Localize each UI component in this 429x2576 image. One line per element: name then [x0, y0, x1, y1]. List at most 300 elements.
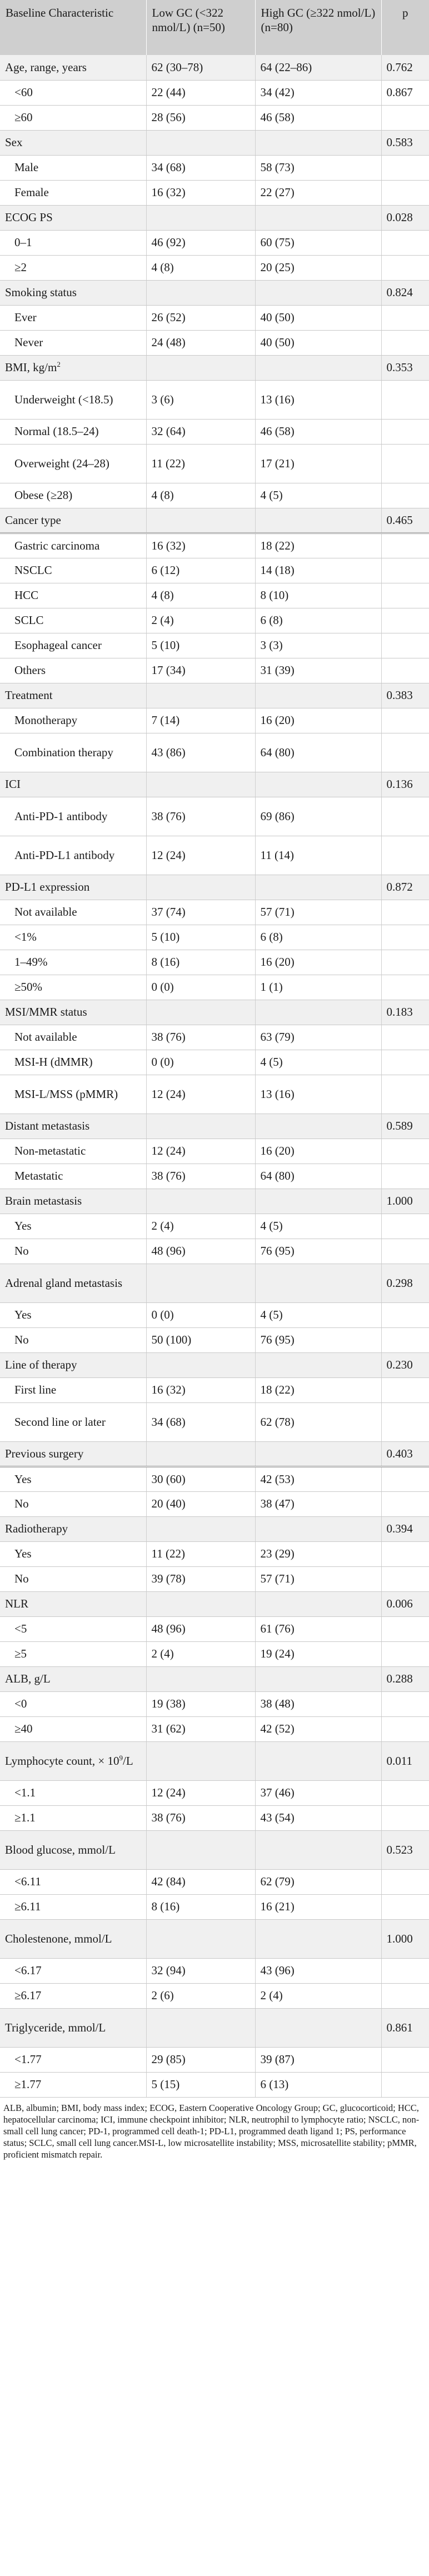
characteristic-cell: Cancer type: [0, 508, 146, 533]
high-gc-cell: 4 (5): [255, 483, 381, 508]
header-row: [0, 0, 429, 55]
table-row: [0, 155, 429, 180]
high-gc-cell: 34 (42): [255, 80, 381, 105]
low-gc-cell: [146, 1114, 255, 1139]
header-low-gc: Low GC (<322 nmol/L) (n=50): [146, 0, 255, 55]
characteristic-cell: Metastatic: [0, 1164, 146, 1189]
characteristic-cell: 1–49%: [0, 950, 146, 975]
characteristic-cell: Male: [0, 155, 146, 180]
high-gc-cell: 60 (75): [255, 230, 381, 255]
characteristic-cell: Cholestenone, mmol/L: [0, 1919, 146, 1958]
low-gc-cell: 2 (6): [146, 1983, 255, 2008]
characteristic-cell: <1.77: [0, 2047, 146, 2072]
characteristic-cell: Sex: [0, 130, 146, 155]
high-gc-cell: 4 (5): [255, 1302, 381, 1327]
high-gc-cell: 18 (22): [255, 533, 381, 558]
low-gc-cell: 16 (32): [146, 1377, 255, 1402]
section-row: [0, 205, 429, 230]
low-gc-cell: [146, 205, 255, 230]
low-gc-cell: 20 (40): [146, 1491, 255, 1516]
high-gc-cell: 43 (54): [255, 1805, 381, 1830]
characteristic-cell: ≥6.17: [0, 1983, 146, 2008]
table-row: [0, 1025, 429, 1050]
characteristic-cell: ≥60: [0, 105, 146, 130]
low-gc-cell: [146, 1000, 255, 1025]
characteristic-cell: HCC: [0, 583, 146, 608]
characteristic-cell: BMI, $kg/m^2$: [0, 355, 146, 380]
high-gc-cell: 46 (58): [255, 105, 381, 130]
low-gc-cell: 6 (12): [146, 558, 255, 583]
p-value-cell: [381, 733, 429, 772]
high-gc-cell: 22 (27): [255, 180, 381, 205]
high-gc-cell: [255, 772, 381, 797]
low-gc-cell: [146, 683, 255, 708]
high-gc-cell: 16 (20): [255, 1139, 381, 1164]
high-gc-cell: 76 (95): [255, 1239, 381, 1264]
characteristic-cell: No: [0, 1491, 146, 1516]
low-gc-cell: [146, 1441, 255, 1466]
table-row: [0, 1958, 429, 1983]
section-row: [0, 683, 429, 708]
high-gc-cell: 3 (3): [255, 633, 381, 658]
characteristic-cell: No: [0, 1239, 146, 1264]
table-row: [0, 1214, 429, 1239]
high-gc-cell: 64 (80): [255, 733, 381, 772]
p-value-cell: 0.383: [381, 683, 429, 708]
low-gc-cell: 62 (30–78): [146, 55, 255, 80]
p-value-cell: [381, 836, 429, 875]
characteristic-cell: Underweight (<18.5): [0, 380, 146, 419]
characteristic-cell: Treatment: [0, 683, 146, 708]
characteristic-cell: <6.11: [0, 1869, 146, 1894]
p-value-cell: [381, 1780, 429, 1805]
section-row: [0, 130, 429, 155]
p-value-cell: 0.288: [381, 1666, 429, 1691]
table-row: [0, 1641, 429, 1666]
table-row: [0, 2072, 429, 2097]
table-row: [0, 1164, 429, 1189]
low-gc-cell: 16 (32): [146, 180, 255, 205]
section-row: [0, 280, 429, 305]
p-value-cell: [381, 2047, 429, 2072]
p-value-cell: [381, 1377, 429, 1402]
characteristic-cell: Esophageal cancer: [0, 633, 146, 658]
p-value-cell: 0.872: [381, 875, 429, 900]
high-gc-cell: [255, 1441, 381, 1466]
low-gc-cell: [146, 1516, 255, 1541]
low-gc-cell: 26 (52): [146, 305, 255, 330]
low-gc-cell: 2 (4): [146, 1214, 255, 1239]
high-gc-cell: 40 (50): [255, 330, 381, 355]
high-gc-cell: 4 (5): [255, 1214, 381, 1239]
p-value-cell: [381, 483, 429, 508]
characteristic-cell: First line: [0, 1377, 146, 1402]
characteristic-cell: Monotherapy: [0, 708, 146, 733]
p-value-cell: [381, 105, 429, 130]
table-row: [0, 836, 429, 875]
p-value-cell: 0.011: [381, 1741, 429, 1780]
high-gc-cell: 23 (29): [255, 1541, 381, 1566]
table-row: [0, 1491, 429, 1516]
high-gc-cell: 42 (52): [255, 1716, 381, 1741]
table-row: [0, 1869, 429, 1894]
table-row: [0, 105, 429, 130]
high-gc-cell: 64 (80): [255, 1164, 381, 1189]
low-gc-cell: 4 (8): [146, 255, 255, 280]
low-gc-cell: 5 (10): [146, 925, 255, 950]
table-body: [0, 55, 429, 2097]
table-row: [0, 583, 429, 608]
p-value-cell: [381, 330, 429, 355]
low-gc-cell: [146, 2008, 255, 2047]
table-row: [0, 1541, 429, 1566]
characteristic-cell: Normal (18.5–24): [0, 419, 146, 444]
characteristic-cell: Radiotherapy: [0, 1516, 146, 1541]
p-value-cell: 0.861: [381, 2008, 429, 2047]
p-value-cell: [381, 950, 429, 975]
low-gc-cell: 42 (84): [146, 1869, 255, 1894]
table-footnote: ALB, albumin; BMI, body mass index; ECOG, Eastern Cooperative Oncology Group; GC, glucocorticoid; HCC, hepatocellular carcinoma; ICI, immune checkpoint inhibitor; NLR, neutrophil to lymphocyte ratio; NSCLC, non-small cell lung cancer; PD-1, programmed cell death-1; PD-L1, programmed death ligand 1; PS, performance status; SCLC, small cell lung cancer.MSI-L, low microsatellite instability; MSS, microsatellite stability; pMMR, proficient mismatch repair.: [3, 2102, 420, 2160]
p-value-cell: [381, 1716, 429, 1741]
low-gc-cell: 48 (96): [146, 1616, 255, 1641]
p-value-cell: 0.230: [381, 1352, 429, 1377]
section-row: [0, 1516, 429, 1541]
table-row: [0, 950, 429, 975]
section-row: [0, 1441, 429, 1466]
p-value-cell: [381, 180, 429, 205]
characteristic-cell: ICI: [0, 772, 146, 797]
header-characteristic: Baseline Characteristic: [0, 0, 146, 55]
high-gc-cell: 76 (95): [255, 1327, 381, 1352]
low-gc-cell: 0 (0): [146, 975, 255, 1000]
p-value-cell: [381, 533, 429, 558]
p-value-cell: [381, 583, 429, 608]
high-gc-cell: [255, 1666, 381, 1691]
low-gc-cell: 37 (74): [146, 900, 255, 925]
characteristic-cell: Anti-PD-1 antibody: [0, 797, 146, 836]
p-value-cell: [381, 1491, 429, 1516]
characteristic-cell: <60: [0, 80, 146, 105]
characteristic-cell: Others: [0, 658, 146, 683]
low-gc-cell: 50 (100): [146, 1327, 255, 1352]
high-gc-cell: 11 (14): [255, 836, 381, 875]
p-value-cell: 0.028: [381, 205, 429, 230]
p-value-cell: [381, 305, 429, 330]
p-value-cell: [381, 380, 429, 419]
characteristic-cell: Non-metastatic: [0, 1139, 146, 1164]
p-value-cell: [381, 2072, 429, 2097]
high-gc-cell: 14 (18): [255, 558, 381, 583]
characteristic-cell: Second line or later: [0, 1402, 146, 1441]
high-gc-cell: 4 (5): [255, 1050, 381, 1075]
table-row: [0, 305, 429, 330]
p-value-cell: [381, 925, 429, 950]
high-gc-cell: 38 (47): [255, 1491, 381, 1516]
low-gc-cell: 0 (0): [146, 1302, 255, 1327]
low-gc-cell: [146, 280, 255, 305]
section-row: [0, 1352, 429, 1377]
characteristic-cell: Lymphocyte count, × $10^9/L$: [0, 1741, 146, 1780]
high-gc-cell: 58 (73): [255, 155, 381, 180]
low-gc-cell: 34 (68): [146, 1402, 255, 1441]
low-gc-cell: 4 (8): [146, 583, 255, 608]
high-gc-cell: 19 (24): [255, 1641, 381, 1666]
low-gc-cell: 32 (94): [146, 1958, 255, 1983]
low-gc-cell: 32 (64): [146, 419, 255, 444]
section-row: [0, 55, 429, 80]
low-gc-cell: 38 (76): [146, 1164, 255, 1189]
characteristic-cell: Not available: [0, 900, 146, 925]
low-gc-cell: 16 (32): [146, 533, 255, 558]
table-row: [0, 558, 429, 583]
low-gc-cell: [146, 1591, 255, 1616]
table-row: [0, 1327, 429, 1352]
low-gc-cell: [146, 875, 255, 900]
high-gc-cell: [255, 683, 381, 708]
table-row: [0, 608, 429, 633]
table-row: [0, 975, 429, 1000]
characteristic-cell: Not available: [0, 1025, 146, 1050]
characteristic-cell: Anti-PD-L1 antibody: [0, 836, 146, 875]
characteristic-cell: Ever: [0, 305, 146, 330]
low-gc-cell: 48 (96): [146, 1239, 255, 1264]
characteristic-cell: Triglyceride, mmol/L: [0, 2008, 146, 2047]
p-value-cell: 0.589: [381, 1114, 429, 1139]
p-value-cell: 0.867: [381, 80, 429, 105]
high-gc-cell: [255, 280, 381, 305]
characteristic-cell: Obese (≥28): [0, 483, 146, 508]
p-value-cell: [381, 1025, 429, 1050]
table-row: [0, 1466, 429, 1491]
low-gc-cell: 12 (24): [146, 836, 255, 875]
low-gc-cell: 19 (38): [146, 1691, 255, 1716]
high-gc-cell: 64 (22–86): [255, 55, 381, 80]
high-gc-cell: 42 (53): [255, 1466, 381, 1491]
characteristic-cell: Previous surgery: [0, 1441, 146, 1466]
characteristic-cell: <1%: [0, 925, 146, 950]
high-gc-cell: 6 (8): [255, 925, 381, 950]
p-value-cell: 0.523: [381, 1830, 429, 1869]
p-value-cell: [381, 255, 429, 280]
p-value-cell: [381, 708, 429, 733]
characteristic-cell: Yes: [0, 1466, 146, 1491]
table-row: [0, 80, 429, 105]
high-gc-cell: 16 (20): [255, 950, 381, 975]
table-row: [0, 1691, 429, 1716]
header-high-gc: High GC (≥322 nmol/L) (n=80): [255, 0, 381, 55]
p-value-cell: [381, 1894, 429, 1919]
characteristic-cell: <1.1: [0, 1780, 146, 1805]
characteristic-cell: NSCLC: [0, 558, 146, 583]
section-row: [0, 1264, 429, 1302]
high-gc-cell: [255, 1264, 381, 1302]
characteristic-cell: Overweight (24–28): [0, 444, 146, 483]
low-gc-cell: 2 (4): [146, 608, 255, 633]
characteristic-cell: SCLC: [0, 608, 146, 633]
table-row: [0, 330, 429, 355]
p-value-cell: [381, 1566, 429, 1591]
p-value-cell: [381, 155, 429, 180]
high-gc-cell: [255, 130, 381, 155]
table-row: [0, 1566, 429, 1591]
characteristic-cell: No: [0, 1327, 146, 1352]
p-value-cell: 0.403: [381, 1441, 429, 1466]
characteristic-cell: ECOG PS: [0, 205, 146, 230]
table-row: [0, 255, 429, 280]
low-gc-cell: [146, 1741, 255, 1780]
low-gc-cell: 5 (10): [146, 633, 255, 658]
low-gc-cell: 43 (86): [146, 733, 255, 772]
table-row: [0, 797, 429, 836]
characteristic-cell: MSI-H (dMMR): [0, 1050, 146, 1075]
low-gc-cell: [146, 508, 255, 533]
table-row: [0, 733, 429, 772]
high-gc-cell: 16 (21): [255, 1894, 381, 1919]
table-row: [0, 1402, 429, 1441]
section-row: [0, 508, 429, 533]
low-gc-cell: 30 (60): [146, 1466, 255, 1491]
table-row: [0, 1780, 429, 1805]
low-gc-cell: 29 (85): [146, 2047, 255, 2072]
low-gc-cell: 31 (62): [146, 1716, 255, 1741]
p-value-cell: [381, 797, 429, 836]
characteristic-cell: Yes: [0, 1541, 146, 1566]
characteristic-cell: Yes: [0, 1214, 146, 1239]
characteristic-cell: <6.17: [0, 1958, 146, 1983]
table-row: [0, 1616, 429, 1641]
low-gc-cell: [146, 130, 255, 155]
characteristic-cell: 0–1: [0, 230, 146, 255]
section-row: [0, 1919, 429, 1958]
table-row: [0, 1302, 429, 1327]
low-gc-cell: 22 (44): [146, 80, 255, 105]
p-value-cell: [381, 975, 429, 1000]
high-gc-cell: 8 (10): [255, 583, 381, 608]
characteristic-cell: Blood glucose, mmol/L: [0, 1830, 146, 1869]
characteristic-cell: ALB, g/L: [0, 1666, 146, 1691]
high-gc-cell: 16 (20): [255, 708, 381, 733]
p-value-cell: [381, 1466, 429, 1491]
section-row: [0, 875, 429, 900]
characteristic-cell: ≥1.1: [0, 1805, 146, 1830]
high-gc-cell: [255, 1741, 381, 1780]
p-value-cell: 0.006: [381, 1591, 429, 1616]
high-gc-cell: 20 (25): [255, 255, 381, 280]
high-gc-cell: 6 (13): [255, 2072, 381, 2097]
high-gc-cell: 2 (4): [255, 1983, 381, 2008]
high-gc-cell: 40 (50): [255, 305, 381, 330]
high-gc-cell: [255, 1591, 381, 1616]
p-value-cell: [381, 1958, 429, 1983]
p-value-cell: [381, 419, 429, 444]
characteristic-cell: ≥2: [0, 255, 146, 280]
high-gc-cell: 18 (22): [255, 1377, 381, 1402]
high-gc-cell: 17 (21): [255, 444, 381, 483]
low-gc-cell: [146, 355, 255, 380]
high-gc-cell: 31 (39): [255, 658, 381, 683]
high-gc-cell: [255, 875, 381, 900]
low-gc-cell: 8 (16): [146, 950, 255, 975]
low-gc-cell: 11 (22): [146, 444, 255, 483]
low-gc-cell: 24 (48): [146, 330, 255, 355]
low-gc-cell: [146, 1666, 255, 1691]
high-gc-cell: 38 (48): [255, 1691, 381, 1716]
p-value-cell: [381, 900, 429, 925]
table-row: [0, 483, 429, 508]
high-gc-cell: [255, 1919, 381, 1958]
table-row: [0, 1139, 429, 1164]
high-gc-cell: [255, 205, 381, 230]
section-row: [0, 1830, 429, 1869]
table-row: [0, 1894, 429, 1919]
p-value-cell: [381, 1050, 429, 1075]
low-gc-cell: 34 (68): [146, 155, 255, 180]
high-gc-cell: [255, 1114, 381, 1139]
table-row: [0, 419, 429, 444]
characteristic-cell: NLR: [0, 1591, 146, 1616]
p-value-cell: [381, 658, 429, 683]
low-gc-cell: 12 (24): [146, 1139, 255, 1164]
section-row: [0, 1591, 429, 1616]
section-row: [0, 355, 429, 380]
high-gc-cell: [255, 1000, 381, 1025]
characteristic-cell: MSI-L/MSS (pMMR): [0, 1075, 146, 1114]
p-value-cell: 0.762: [381, 55, 429, 80]
characteristic-cell: No: [0, 1566, 146, 1591]
low-gc-cell: 12 (24): [146, 1780, 255, 1805]
p-value-cell: [381, 1164, 429, 1189]
low-gc-cell: 0 (0): [146, 1050, 255, 1075]
p-value-cell: [381, 230, 429, 255]
characteristic-cell: Line of therapy: [0, 1352, 146, 1377]
p-value-cell: [381, 1691, 429, 1716]
p-value-cell: 0.183: [381, 1000, 429, 1025]
low-gc-cell: 28 (56): [146, 105, 255, 130]
p-value-cell: [381, 1139, 429, 1164]
table-row: [0, 1983, 429, 2008]
p-value-cell: [381, 444, 429, 483]
low-gc-cell: 5 (15): [146, 2072, 255, 2097]
low-gc-cell: 3 (6): [146, 380, 255, 419]
table-row: [0, 1075, 429, 1114]
table-row: [0, 1805, 429, 1830]
low-gc-cell: 38 (76): [146, 1025, 255, 1050]
high-gc-cell: 57 (71): [255, 900, 381, 925]
p-value-cell: [381, 1302, 429, 1327]
characteristic-cell: Gastric carcinoma: [0, 533, 146, 558]
table-row: [0, 230, 429, 255]
table-row: [0, 633, 429, 658]
low-gc-cell: 46 (92): [146, 230, 255, 255]
characteristic-cell: Smoking status: [0, 280, 146, 305]
low-gc-cell: 38 (76): [146, 797, 255, 836]
p-value-cell: [381, 1327, 429, 1352]
p-value-cell: 0.824: [381, 280, 429, 305]
characteristic-cell: ≥5: [0, 1641, 146, 1666]
high-gc-cell: 13 (16): [255, 1075, 381, 1114]
p-value-cell: [381, 1641, 429, 1666]
high-gc-cell: 63 (79): [255, 1025, 381, 1050]
characteristic-cell: ≥50%: [0, 975, 146, 1000]
characteristic-cell: Female: [0, 180, 146, 205]
table-row: [0, 658, 429, 683]
characteristic-cell: Never: [0, 330, 146, 355]
high-gc-cell: 13 (16): [255, 380, 381, 419]
high-gc-cell: 61 (76): [255, 1616, 381, 1641]
low-gc-cell: [146, 772, 255, 797]
table-header: [0, 0, 429, 55]
low-gc-cell: [146, 1352, 255, 1377]
